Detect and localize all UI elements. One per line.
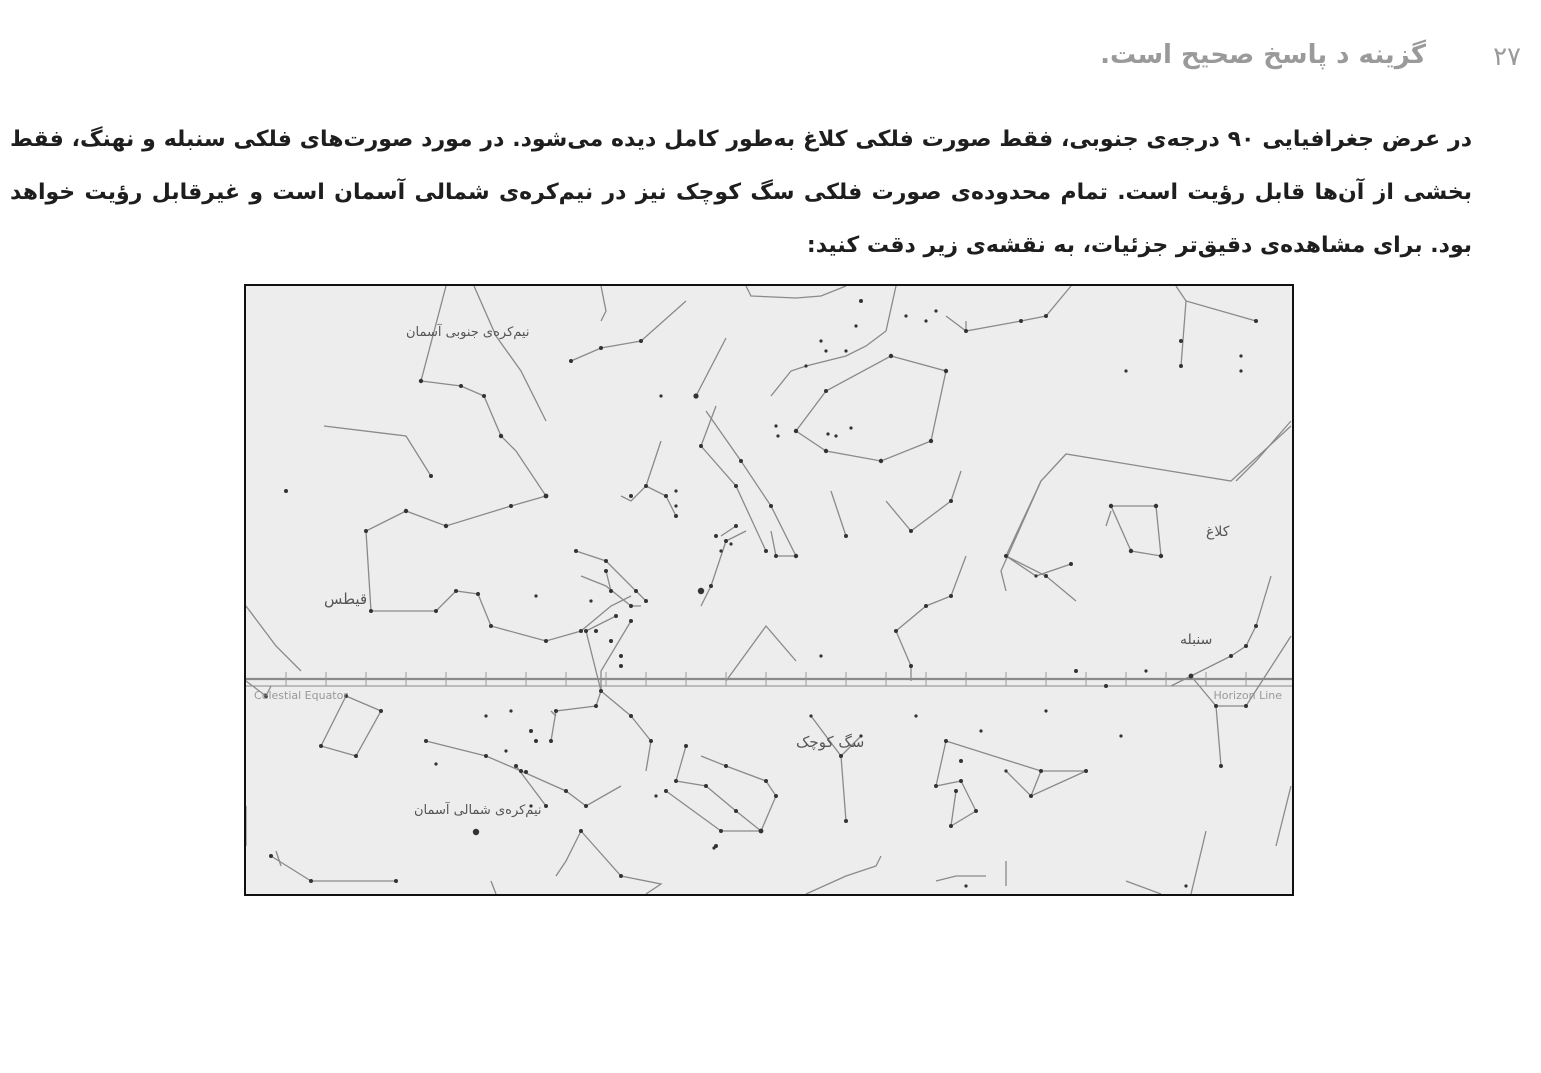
equator-line xyxy=(246,679,1292,686)
label-southern-hemisphere: نیم‌کره‌ی جنوبی آسمان xyxy=(406,325,530,340)
star-map-graphic xyxy=(246,286,1292,894)
stars xyxy=(264,299,1258,888)
label-canis-minor: سگ کوچک xyxy=(796,733,865,751)
star-map xyxy=(244,284,1294,896)
explanation-paragraph: در عرض جغرافیایی ۹۰ درجه‌ی جنوبی، فقط صورت فلکی کلاغ به‌طور کامل دیده می‌شود. در مورد صورت‌های فلکی سنبله و نهنگ، فقط بخشی از آن‌ها قابل رؤیت است. تمام محدوده‌ی صورت فلکی سگ کوچک نیز در نیم‌کره‌ی شمالی آسمان است و غیرقابل رؤیت خواهد بود. برای مشاهده‌ی دقیق‌تر جزئیات، به نقشه‌ی زیر دقت کنید: xyxy=(10,127,1472,258)
question-number: ۲۷ xyxy=(1493,42,1521,72)
label-cetus: قیطس xyxy=(324,590,368,608)
constellation-lines xyxy=(246,286,1291,894)
label-horizon-line: Horizon Line xyxy=(1213,689,1282,702)
label-corvus: کلاغ xyxy=(1206,524,1230,540)
label-northern-hemisphere: نیم‌کره‌ی شمالی آسمان xyxy=(414,803,542,818)
label-virgo: سنبله xyxy=(1180,632,1213,648)
question-title: گزینه د پاسخ صحیح است. xyxy=(1100,40,1426,70)
label-celestial-equator: Celestial Equator xyxy=(254,689,348,702)
